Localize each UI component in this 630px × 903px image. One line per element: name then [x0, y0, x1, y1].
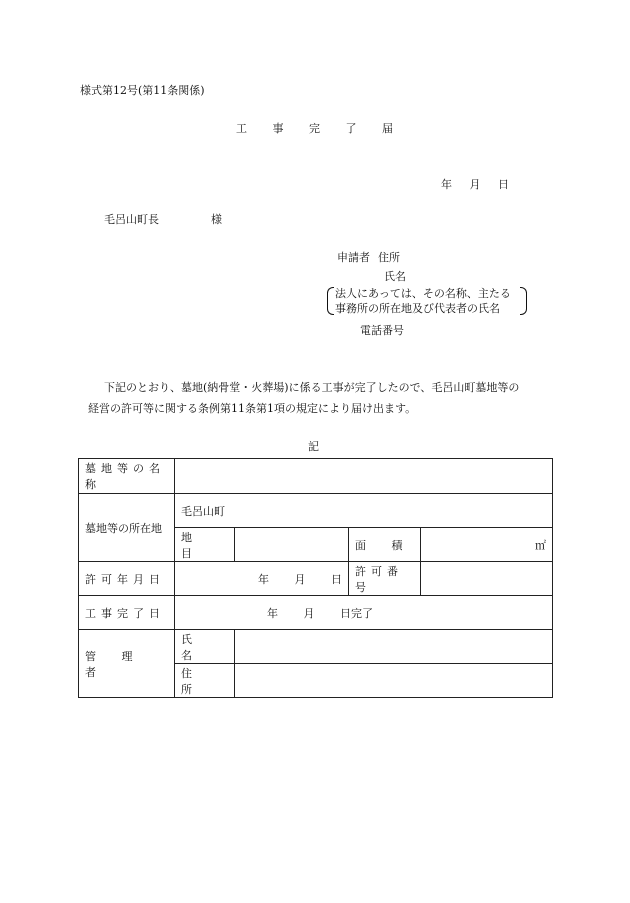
completion-date-field[interactable]: 年 月 日完了	[175, 596, 553, 630]
table-row	[79, 562, 553, 596]
cemetery-name-label: 墓地等の名称	[79, 459, 175, 494]
cemetery-name-field[interactable]	[175, 459, 553, 494]
table-row	[79, 630, 553, 664]
corporation-note-line2: 事務所の所在地及び代表者の氏名	[335, 302, 500, 315]
cemetery-location-label: 墓地等の所在地	[79, 494, 175, 562]
area-label: 面 積	[349, 528, 421, 562]
cemetery-location-value[interactable]: 毛呂山町	[175, 494, 553, 528]
land-category-field[interactable]	[235, 528, 349, 562]
address-label: 住所	[378, 251, 400, 264]
form-number: 様式第12号(第11条関係)	[80, 84, 205, 97]
ki-heading: 記	[308, 440, 319, 453]
manager-address-label: 住 所	[175, 664, 235, 698]
addressee	[104, 211, 222, 227]
body-paragraph	[80, 377, 555, 419]
left-bracket	[327, 287, 334, 315]
corporation-note-line1: 法人にあっては、その名称、主たる	[335, 287, 511, 300]
applicant-name-label: 氏名	[384, 270, 406, 283]
right-bracket	[520, 287, 527, 315]
table-row	[79, 459, 553, 494]
document-title: 工 事 完 了 届	[236, 122, 395, 135]
completion-date-label: 工事完了日	[79, 596, 175, 630]
completion-form-table	[78, 458, 553, 698]
permit-number-label: 許可番号	[349, 562, 421, 596]
manager-address-field[interactable]	[235, 664, 553, 698]
corporation-note	[327, 286, 527, 316]
addressee-name: 毛呂山町長	[104, 213, 159, 226]
body-line2: 経営の許可等に関する条例第11条第1項の規定により届け出ます。	[88, 402, 417, 415]
phone-label: 電話番号	[360, 324, 404, 337]
table-row	[79, 596, 553, 630]
manager-name-label: 氏 名	[175, 630, 235, 664]
applicant-address-line	[337, 249, 400, 265]
area-field[interactable]: ㎡	[421, 528, 553, 562]
table-row	[79, 494, 553, 528]
date-line: 年 月 日	[441, 178, 509, 191]
applicant-label: 申請者	[337, 251, 370, 264]
permit-number-field[interactable]	[421, 562, 553, 596]
manager-name-field[interactable]	[235, 630, 553, 664]
permit-date-field[interactable]: 年 月 日	[175, 562, 349, 596]
addressee-honorific: 様	[211, 213, 222, 226]
body-line1: 下記のとおり、墓地(納骨堂・火葬場)に係る工事が完了したので、毛呂山町墓地等の	[104, 381, 520, 394]
manager-label: 管 理 者	[79, 630, 175, 698]
permit-date-label: 許可年月日	[79, 562, 175, 596]
land-category-label: 地 目	[175, 528, 235, 562]
